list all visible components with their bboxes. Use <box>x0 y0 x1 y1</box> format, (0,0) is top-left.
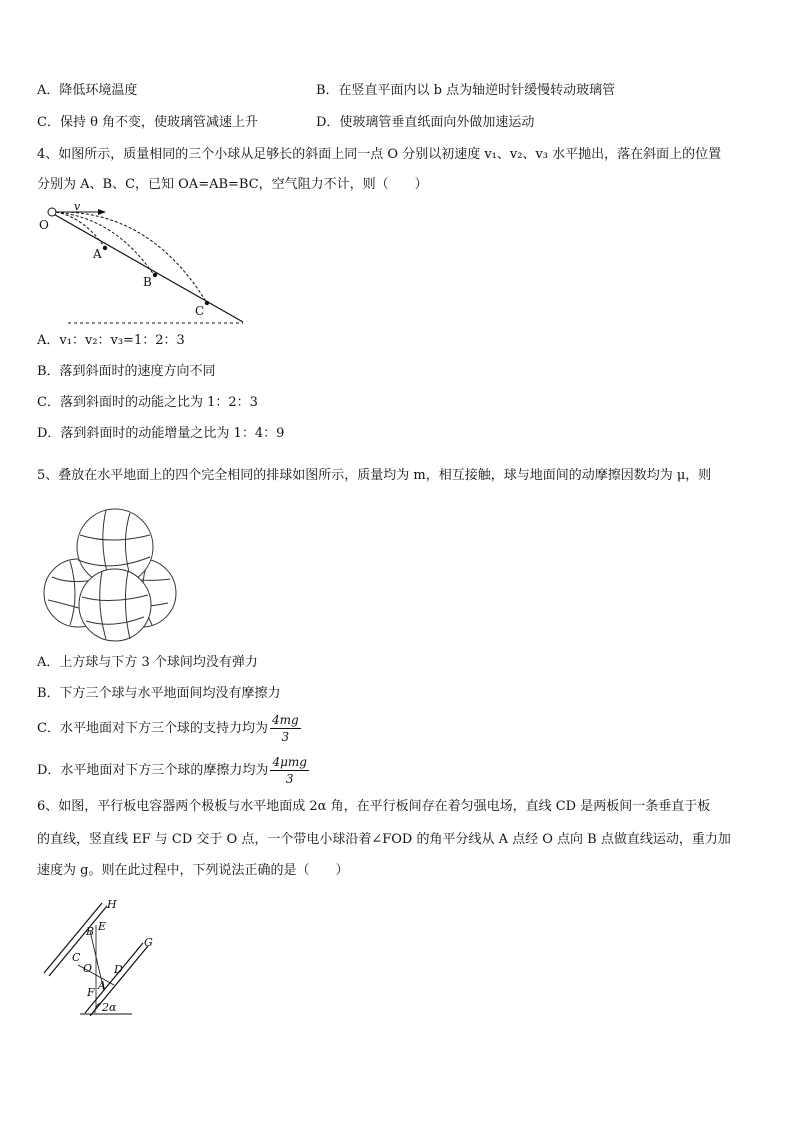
q4-option-b[interactable]: B．落到斜面时的速度方向不同 <box>37 364 216 379</box>
label-b: B <box>143 275 152 289</box>
label-e: E <box>98 920 107 933</box>
q5-option-d-denominator: 3 <box>285 772 294 786</box>
label-d: D <box>114 963 123 976</box>
q4-option-c[interactable]: C．落到斜面时的动能之比为 1：2：3 <box>37 395 258 410</box>
velocity-arrow-head <box>98 209 106 215</box>
volleyball-front <box>79 569 151 641</box>
q4-stem-line-2: 分别为 A、B、C，已知 OA=AB=BC，空气阻力不计，则（ ） <box>37 177 428 192</box>
ball-at-o <box>48 208 56 216</box>
label-a: A <box>93 247 102 261</box>
prev-option-a[interactable]: A．降低环境温度 <box>37 83 138 98</box>
q5-option-d-fraction <box>270 754 309 787</box>
q5-stem: 5、叠放在水平地面上的四个完全相同的排球如图所示，质量均为 m，相互接触，球与地面间的动摩擦因数均为 μ，则 <box>37 468 712 483</box>
q4-option-a[interactable]: A．v₁：v₂：v₃=1：2：3 <box>37 333 185 348</box>
q5-option-c[interactable] <box>37 712 301 746</box>
label-c: C <box>195 304 205 318</box>
q4-option-d[interactable]: D．落到斜面时的动能增量之比为 1：4：9 <box>37 426 285 441</box>
label-a: A <box>98 979 106 992</box>
label-g: G <box>144 936 153 949</box>
label-v: v <box>74 200 81 213</box>
q5-figure-stacked-volleyballs <box>40 505 180 645</box>
q5-option-c-denominator: 3 <box>281 730 290 744</box>
q6-figure-capacitor <box>40 895 170 1025</box>
label-c: C <box>72 951 81 964</box>
point-b <box>153 273 157 277</box>
q6-stem-line-3: 速度为 g。则在此过程中，下列说法正确的是（ ） <box>37 863 349 878</box>
q6-stem-line-2: 的直线，竖直线 EF 与 CD 交于 O 点，一个带电小球沿着∠FOD 的角平分线从 A 点经 O 点向 B 点做直线运动，重力加 <box>37 832 731 847</box>
q5-option-c-text: C．水平地面对下方三个球的支持力均为 <box>37 721 268 736</box>
prev-question-options-row-1 <box>37 81 757 101</box>
q5-option-c-numerator: 4mg <box>271 713 299 727</box>
q5-option-d-numerator: 4μmg <box>272 755 307 769</box>
q5-option-a[interactable]: A．上方球与下方 3 个球间均没有弹力 <box>37 655 258 670</box>
q6-stem-line-1: 6、如图，平行板电容器两个极板与水平地面成 2α 角，在平行板间存在着匀强电场，直线 CD 是两板间一条垂直于板 <box>37 799 711 814</box>
prev-question-options-row-2 <box>37 113 757 133</box>
prev-option-d[interactable]: D．使玻璃管垂直纸面向外做加速运动 <box>316 115 535 130</box>
label-o: O <box>39 218 49 232</box>
q5-option-b[interactable]: B．下方三个球与水平地面间均没有摩擦力 <box>37 686 281 701</box>
label-angle: 2α <box>102 1001 117 1014</box>
prev-option-c[interactable]: C．保持 θ 角不变，使玻璃管减速上升 <box>37 115 259 130</box>
q5-option-d-text: D．水平地面对下方三个球的摩擦力均为 <box>37 763 269 778</box>
label-o: O <box>83 962 93 975</box>
incline-line <box>50 212 243 322</box>
q4-figure-incline-projectiles <box>30 200 260 330</box>
label-h: H <box>107 898 117 911</box>
label-f: F <box>87 986 95 999</box>
q5-option-d[interactable] <box>37 754 309 788</box>
prev-option-b[interactable]: B．在竖直平面内以 b 点为轴逆时针缓慢转动玻璃管 <box>316 83 616 98</box>
point-c <box>205 301 209 305</box>
trajectory-c <box>56 212 207 303</box>
q5-option-c-fraction <box>270 712 301 745</box>
q4-stem-line-1: 4、如图所示，质量相同的三个小球从足够长的斜面上同一点 O 分别以初速度 v₁、v₂、v₃ 水平抛出，落在斜面上的位置 <box>37 147 722 162</box>
label-b: B <box>86 925 95 938</box>
point-a <box>103 246 107 250</box>
